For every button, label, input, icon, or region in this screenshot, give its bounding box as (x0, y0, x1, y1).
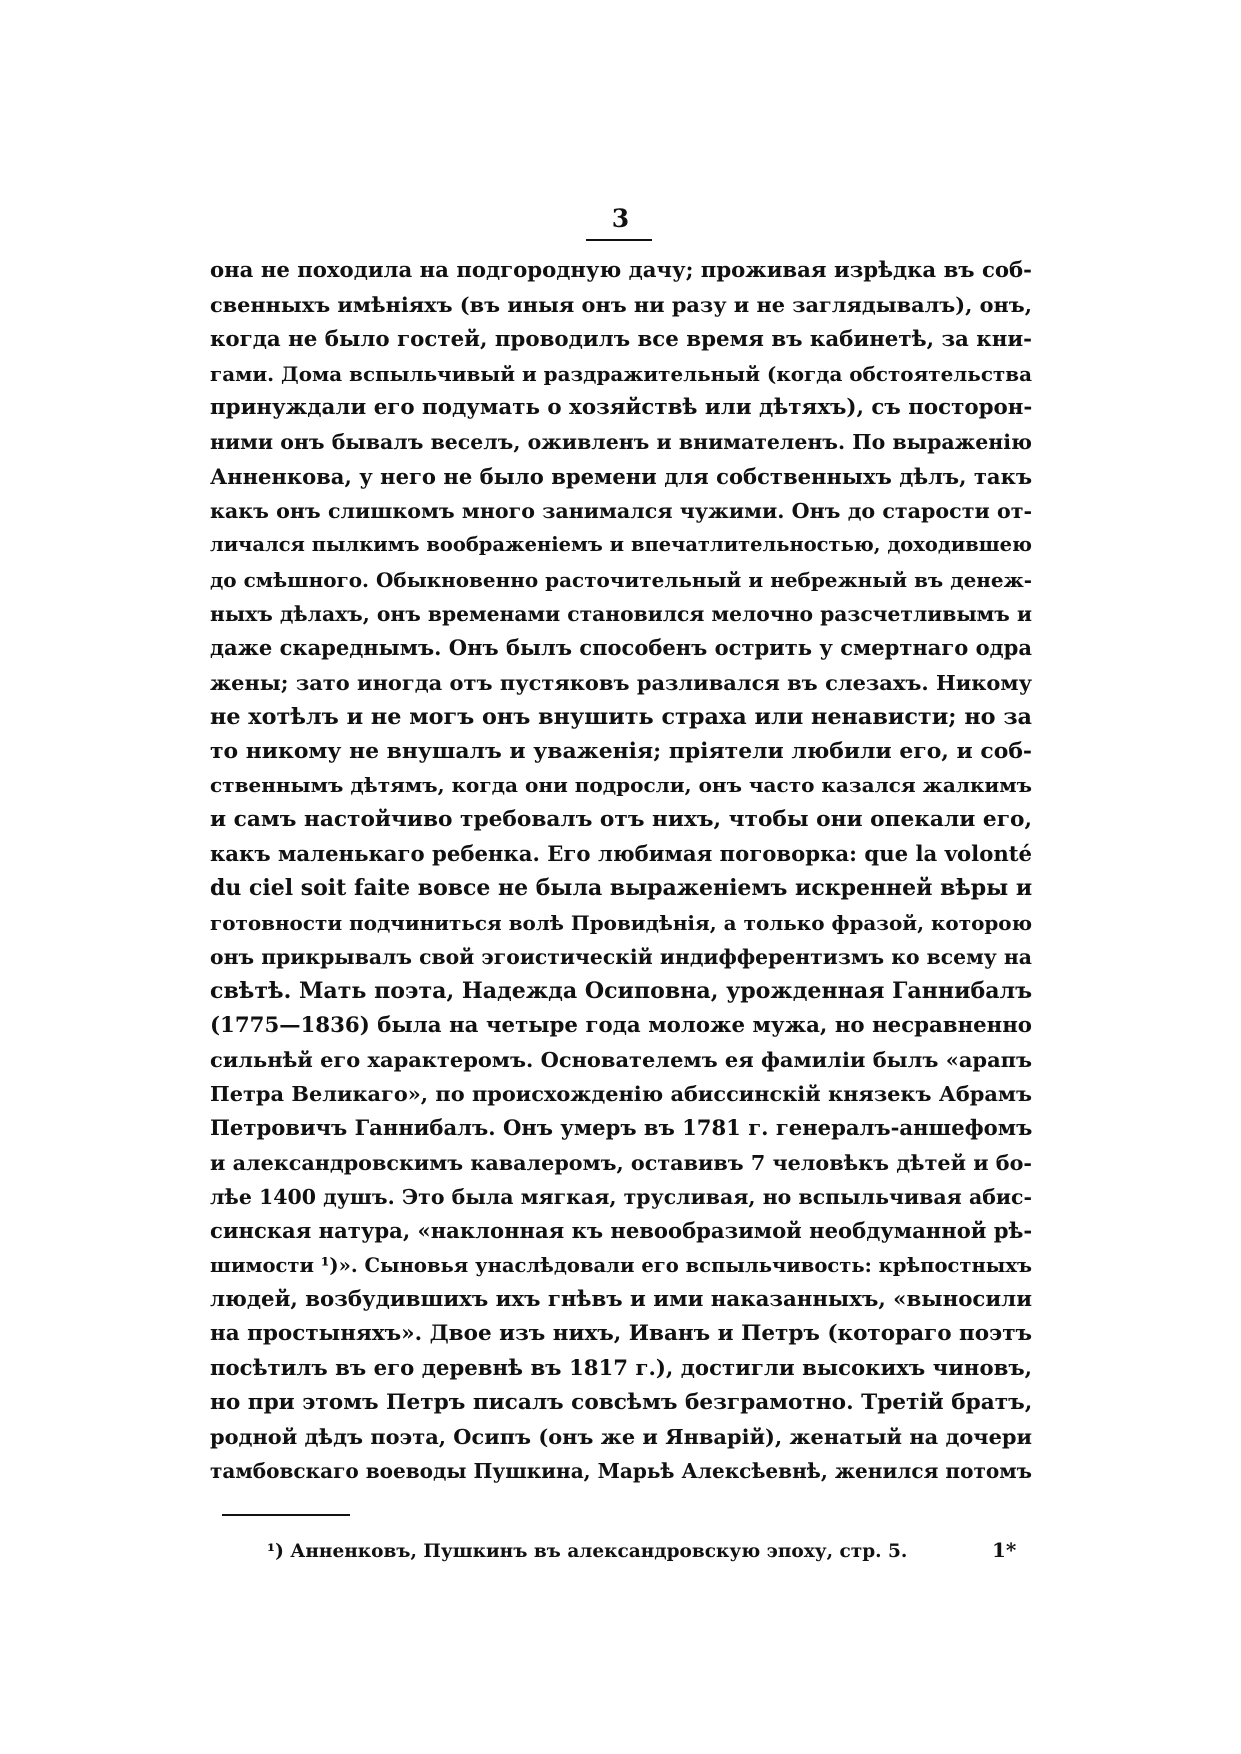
text-line: du ciel soit faite вовсе не была выраженiемъ искренней вѣры и (210, 875, 1033, 902)
footnote-rule (222, 1514, 350, 1516)
text-line: свѣтѣ. Мать поэта, Надежда Осиповна, урожденная Ганнибалъ (210, 978, 1033, 1005)
text-line: не хотѣлъ и не могъ онъ внушить страха или ненависти; но за (210, 703, 1032, 730)
text-line: тамбовскаго воеводы Пушкина, Марьѣ Алексѣевнѣ, женился потомъ (210, 1459, 1032, 1484)
text-line: она не походила на подгородную дачу; проживая изрѣдка въ соб- (210, 258, 1032, 283)
page-number: 3 (611, 204, 630, 233)
text-line: на простыняхъ». Двое изъ нихъ, Иванъ и Петръ (котораго поэтъ (210, 1321, 1033, 1347)
text-line: ними онъ бывалъ веселъ, оживленъ и внимателенъ. По выраженiю (210, 430, 1032, 455)
body-text (210, 254, 1032, 1489)
text-line: синская натура, «наклонная къ невообразимой необдуманной рѣ- (210, 1218, 1033, 1244)
text-line: даже скареднымъ. Онъ былъ способенъ острить у смертнаго одра (210, 635, 1032, 661)
text-line: личался пылкимъ воображенiемъ и впечатлительностью, доходившею (210, 533, 1032, 557)
text-line: (1775—1836) была на четыре года моложе мужа, но несравненно (210, 1012, 1032, 1038)
text-line: гами. Дома вспыльчивый и раздражительный (когда обстоятельства (210, 361, 1032, 386)
text-line: жены; зато иногда отъ пустяковъ разливался въ слезахъ. Никому (210, 669, 1032, 695)
text-line: сильнѣй его характеромъ. Основателемъ ея фамилiи былъ «арапъ (210, 1046, 1033, 1072)
text-line: то никому не внушалъ и уваженiя; прiятели любили его, и соб- (210, 738, 1032, 765)
text-line: и александровскимъ кавалеромъ, оставивъ 7 человѣкъ дѣтей и бо- (210, 1150, 1032, 1175)
text-line: готовности подчиниться волѣ Провидѣнiя, а только фразой, которою (210, 910, 1032, 935)
text-line: до смѣшного. Обыкновенно расточительный и небрежный въ денеж- (210, 567, 1032, 592)
footnote: ¹) Анненковъ, Пушкинъ въ александровскую эпоху, стр. 5. (267, 1541, 908, 1562)
text-line: когда не было гостей, проводилъ все время въ кабинетѣ, за кни- (210, 326, 1032, 352)
text-line: Петра Великаго», по происхожденiю абиссинскiй князекъ Абрамъ (210, 1081, 1032, 1107)
text-line: ныхъ дѣлахъ, онъ временами становился мелочно разсчетливымъ и (210, 601, 1032, 626)
text-line: родной дѣдъ поэта, Осипъ (онъ же и Январiй), женатый на дочери (210, 1424, 1032, 1450)
text-line: какъ онъ слишкомъ много занимался чужими. Онъ до старости от- (210, 499, 1032, 524)
text-line: какъ маленькаго ребенка. Его любимая поговорка: que la volonté (210, 841, 1032, 867)
text-line: Петровичъ Ганнибалъ. Онъ умеръ въ 1781 г. генералъ-аншефомъ (210, 1115, 1033, 1141)
text-line: лѣе 1400 душъ. Это была мягкая, трусливая, но вспыльчивая абис- (210, 1185, 1032, 1210)
text-line: принуждали его подумать о хозяйствѣ или дѣтяхъ), съ посторон- (210, 395, 1033, 421)
text-line: но при этомъ Петръ писалъ совсѣмъ безграмотно. Третiй братъ, (210, 1389, 1033, 1415)
text-line: людей, возбудившихъ ихъ гнѣвъ и ими наказанныхъ, «выносили (210, 1286, 1032, 1312)
text-line: ственнымъ дѣтямъ, когда они подросли, онъ часто казался жалкимъ (210, 773, 1032, 798)
signature-mark: 1* (992, 1538, 1017, 1562)
text-line: Анненкова, у него не было времени для собственныхъ дѣлъ, такъ (210, 463, 1032, 489)
text-line: шимости ¹)». Сыновья унаслѣдовали его вспыльчивость: крѣпостныхъ (210, 1253, 1032, 1277)
text-line: посѣтилъ въ его деревнѣ въ 1817 г.), достигли высокихъ чиновъ, (210, 1355, 1032, 1381)
text-line: свенныхъ имѣнiяхъ (въ иныя онъ ни разу и не заглядывалъ), онъ, (210, 292, 1032, 318)
text-line: и самъ настойчиво требовалъ отъ нихъ, чтобы они опекали его, (210, 806, 1032, 832)
text-line: онъ прикрывалъ свой эгоистическiй индифферентизмъ ко всему на (210, 944, 1032, 969)
page-number-rule (586, 239, 652, 241)
